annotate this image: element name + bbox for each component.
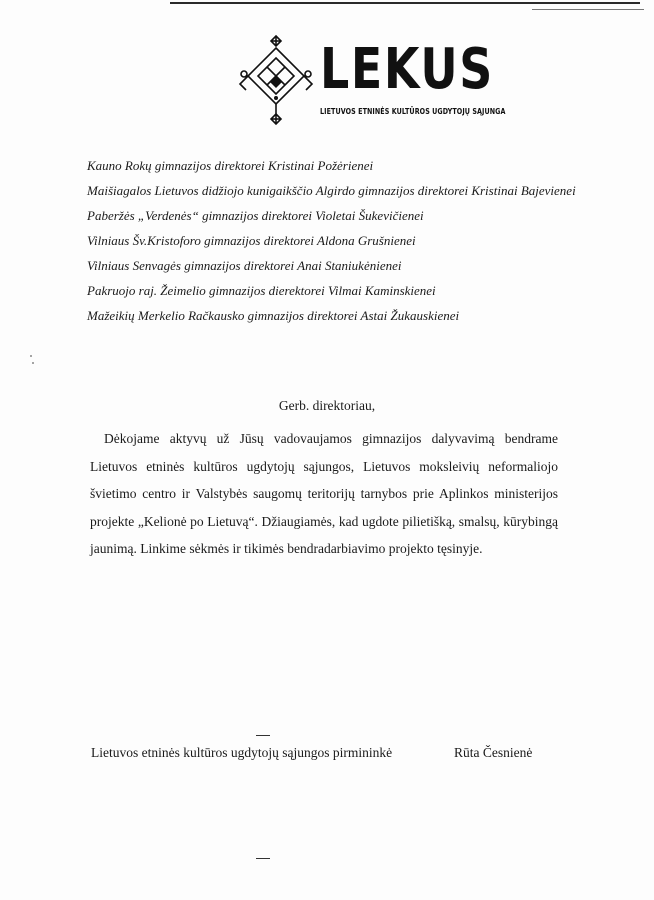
letterhead [236, 34, 506, 129]
recipient-line: Pakruojo raj. Žeimelio gimnazijos dierektorei Vilmai Kaminskienei [87, 283, 436, 298]
recipient-line: Maišiagalos Lietuvos didžiojo kunigaikščio Algirdo gimnazijos direktorei Kristinai Bajevienei [87, 183, 576, 198]
signatory-name: Rūta Česnienė [454, 745, 533, 760]
scan-edge-line [532, 9, 644, 10]
recipient-line: Vilniaus Senvagės gimnazijos direktorei Anai Staniukėnienei [87, 258, 402, 273]
organization-logo-text: LEKUS [320, 37, 494, 102]
recipient-list [87, 153, 627, 328]
scan-speck [30, 355, 32, 357]
ornamental-diamond-emblem-icon [236, 34, 320, 129]
letter-body-paragraph: Dėkojame aktyvų už Jūsų vadovaujamos gimnazijos dalyvavimą bendrame Lietuvos etninės kultūros ugdytojų sąjungos, Lietuvos moksleivių neformaliojo švietimo centro ir Valstybės saugomų teritorijų tarnybos prie Aplinkos ministerijos projekte „Kelionė po Lietuvą“. Džiaugiamės, kad ugdote pilietišką, smalsų, kūrybingą jaunimą. Linkime sėkmės ir tikimės bendradarbiavimo projekto tęsinyje. [90, 431, 558, 556]
scan-speck [32, 362, 34, 364]
scan-mark [256, 735, 270, 736]
letter-body [90, 425, 558, 563]
recipient-line: Paberžės „Verdenės“ gimnazijos direktorei Violetai Šukevičienei [87, 208, 424, 223]
recipient-line: Mažeikių Merkelio Račkausko gimnazijos direktorei Astai Žukauskienei [87, 308, 460, 323]
scan-mark [256, 858, 270, 859]
letter-salutation: Gerb. direktoriau, [278, 398, 376, 413]
signatory-role: Lietuvos etninės kultūros ugdytojų sąjungos pirmininkė [91, 745, 393, 760]
recipient-line: Vilniaus Šv.Kristoforo gimnazijos direktorei Aldona Grušnienei [87, 233, 416, 248]
recipient-line: Kauno Rokų gimnazijos direktorei Kristinai Požėrienei [87, 158, 374, 173]
organization-full-name: LIETUVOS ETNINĖS KULTŪROS UGDYTOJŲ SĄJUNGA [320, 106, 506, 116]
scan-edge-line [170, 2, 640, 4]
